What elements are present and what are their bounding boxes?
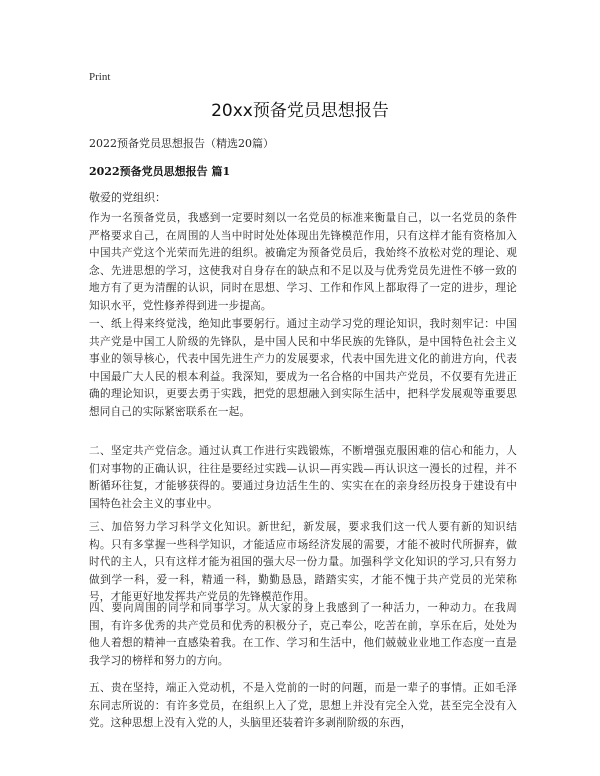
paragraph-point-3: 三、加倍努力学习科学文化知识。新世纪，新发展，要求我们这一代人要有新的知识结构。只有多掌握一些科学知识，才能适应市场经济发展的需要，才能不被时代所摒弃，做时代的主人，只有这样才能为祖国的强大尽一份力量。加强科学文化知识的学习,只有努力做到学一科，爱一科，精通一科，勤勤恳恳，踏踏实实，才能不愧于共产党员的光荣称号，才能更好地发挥共产党员的先锋模范作用。 (89, 521, 517, 604)
greeting-line: 敬爱的党组织： (89, 191, 166, 204)
print-label: Print (89, 71, 111, 83)
page-title: 20xx预备党员思想报告 (211, 101, 389, 121)
paragraph-point-4: 四、要向周围的同学和同事学习。从大家的身上我感到了一种活力，一种动力。在我周围，有许多优秀的共产党员和优秀的积极分子，克己奉公，吃苦在前，享乐在后，处处为他人着想的精神一直感染着我。在工作、学习和生活中，他们兢兢业业地工作态度一直是我学习的榜样和努力的方向。 (89, 602, 517, 667)
paragraph-intro: 作为一名预备党员，我感到一定要时刻以一名党员的标准来衡量自己，以一名党员的条件严格要求自己，在周围的人当中时时处处体现出先锋模范作用，只有这样才能有资格加入中国共产党这个光荣而先进的组织。被确定为预备党员后，我始终不放松对党的理论、观念、先进思想的学习，这使我对自身存在的缺点和不足以及与优秀党员先进性不够一致的地方有了更为清醒的认识，同时在思想、学习、工作和作风上都取得了一定的进步，理论知识水平，党性修养得到进一步提高。 (89, 212, 517, 312)
paragraph-point-2: 二、坚定共产党信念。通过认真工作进行实践锻炼，不断增强克服困难的信心和能力，人们对事物的正确认识，往往是要经过实践—认识—再实践—再认识这一漫长的过程，并不断循环往复，才能够获得的。要通过身边活生生的、实实在在的亲身经历投身于建设有中国特色社会主义的事业中。 (89, 445, 517, 510)
paragraph-point-1: 一、纸上得来终觉浅，绝知此事要躬行。通过主动学习党的理论知识，我时刻牢记：中国共产党是中国工人阶级的先锋队，是中国人民和中华民族的先锋队，是中国特色社会主义事业的领导核心，代表中国先进生产力的发展要求，代表中国先进文化的前进方向，代表中国最广大人民的根本利益。我深知，要成为一名合格的中国共产党员，不仅要有先进正确的理论知识，更要去勇于实践，把党的思想融入到实际生活中，把科学发展观等重要思想同自己的实际紧密联系在一起。 (89, 318, 517, 418)
document-subtitle: 2022预备党员思想报告（精选20篇） (89, 137, 274, 150)
section-heading: 2022预备党员思想报告 篇1 (89, 165, 231, 178)
paragraph-point-5: 五、贵在坚持，端正入党动机，不是入党前的一时的问题，而是一辈子的事情。正如毛泽东同志所说的：有许多党员，在组织上入了党，思想上并没有完全入党，甚至完全没有入党。这种思想上没有入党的人，头脑里还装着许多剥削阶级的东西， (89, 682, 517, 730)
